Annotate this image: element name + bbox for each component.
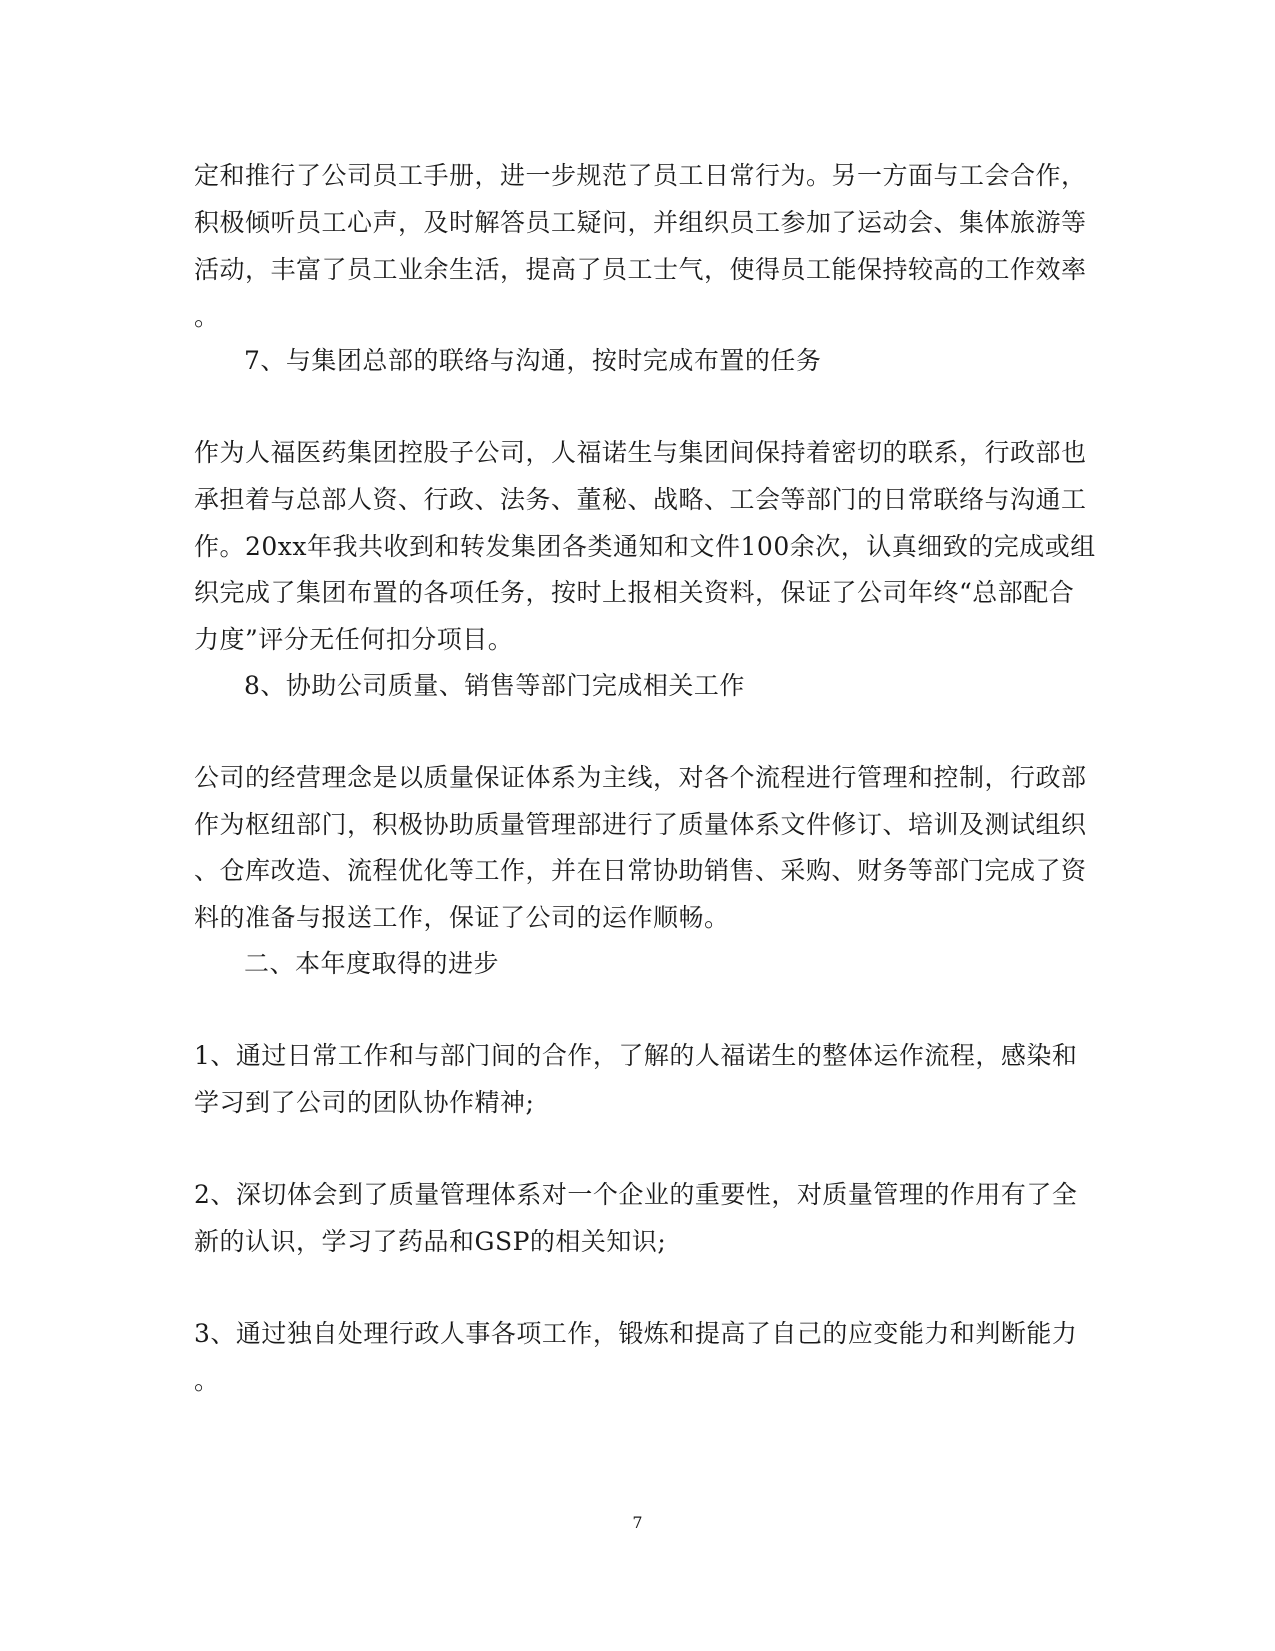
section-heading: 8、协助公司质量、销售等部门完成相关工作 xyxy=(244,671,745,700)
list-item-line: 学习到了公司的团队协作精神; xyxy=(194,1088,535,1117)
list-item-line: 。 xyxy=(194,1366,220,1395)
section-heading: 二、本年度取得的进步 xyxy=(244,949,500,978)
body-text-line: 、仓库改造、流程优化等工作，并在日常协助销售、采购、财务等部门完成了资 xyxy=(194,856,1087,885)
body-text-line: 活动，丰富了员工业余生活，提高了员工士气，使得员工能保持较高的工作效率 xyxy=(194,255,1087,284)
body-text-line: 作为枢纽部门，积极协助质量管理部进行了质量体系文件修订、培训及测试组织 xyxy=(194,810,1087,839)
body-text-line: 织完成了集团布置的各项任务，按时上报相关资料，保证了公司年终“总部配合 xyxy=(194,578,1075,607)
list-item-line: 1、通过日常工作和与部门间的合作，了解的人福诺生的整体运作流程，感染和 xyxy=(194,1041,1078,1070)
section-heading: 7、与集团总部的联络与沟通，按时完成布置的任务 xyxy=(244,346,822,375)
body-text-line: 公司的经营理念是以质量保证体系为主线，对各个流程进行管理和控制，行政部 xyxy=(194,763,1087,792)
body-text-line: 积极倾听员工心声，及时解答员工疑问，并组织员工参加了运动会、集体旅游等 xyxy=(194,208,1087,237)
body-text-line: 承担着与总部人资、行政、法务、董秘、战略、工会等部门的日常联络与沟通工 xyxy=(194,485,1087,514)
body-text-line: 作为人福医药集团控股子公司，人福诺生与集团间保持着密切的联系，行政部也 xyxy=(194,438,1087,467)
page-number: 7 xyxy=(632,1513,643,1532)
body-text-line: 定和推行了公司员工手册，进一步规范了员工日常行为。另一方面与工会合作， xyxy=(194,161,1087,190)
body-text-line: 料的准备与报送工作，保证了公司的运作顺畅。 xyxy=(194,903,730,932)
body-text-line: 。 xyxy=(194,302,220,331)
list-item-line: 新的认识，学习了药品和GSP的相关知识; xyxy=(194,1227,667,1256)
list-item-line: 2、深切体会到了质量管理体系对一个企业的重要性，对质量管理的作用有了全 xyxy=(194,1180,1078,1209)
list-item-line: 3、通过独自处理行政人事各项工作，锻炼和提高了自己的应变能力和判断能力 xyxy=(194,1319,1078,1348)
body-text-line: 力度”评分无任何扣分项目。 xyxy=(194,625,514,654)
body-text-line: 作。20xx年我共收到和转发集团各类通知和文件100余次，认真细致的完成或组 xyxy=(194,532,1096,561)
